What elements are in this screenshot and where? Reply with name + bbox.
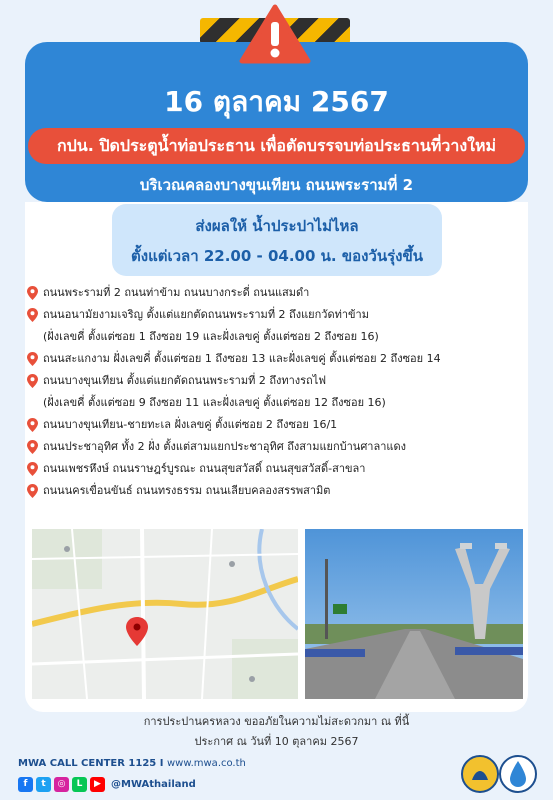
location-pin-icon <box>27 308 38 322</box>
road-text: ถนนพระรามที่ 2 ถนนท่าข้าม ถนนบางกระดี่ ถนนแสมดำ <box>43 286 310 299</box>
road-text: ถนนเพชรหึงษ์ ถนนราษฎร์บูรณะ ถนนสุขสวัสดิ์ ถนนสุขสวัสดิ์-สาขลา <box>43 462 366 475</box>
effect-line-1: ส่งผลให้ น้ำประปาไม่ไหล <box>195 217 359 235</box>
list-item <box>27 414 527 436</box>
road-text: ถนนบางขุนเทียน-ชายทะเล ฝั่งเลขคู่ ตั้งแต่ซอย 2 ถึงซอย 16/1 <box>43 418 338 431</box>
affected-roads-list <box>27 282 527 502</box>
road-text: ถนนประชาอุทิศ ทั้ง 2 ฝั่ง ตั้งแต่สามแยกประชาอุทิศ ถึงสามแยกบ้านศาลาแดง <box>43 440 406 453</box>
warning-icon <box>239 4 311 64</box>
location-pin-icon <box>27 286 38 300</box>
road-text: ถนนบางขุนเทียน ตั้งแต่แยกตัดถนนพระรามที่ 2 ถึงทางรถไฟ <box>43 374 327 387</box>
effect-line-2: ตั้งแต่เวลา 22.00 - 04.00 น. ของวันรุ่งขึ้น <box>131 247 423 265</box>
list-item <box>27 370 527 414</box>
location-pin-icon <box>27 462 38 476</box>
affected-area: บริเวณคลองบางขุนเทียน ถนนพระรามที่ 2 <box>139 176 414 194</box>
road-text: ถนนสะแกงาม ฝั่งเลขคี่ ตั้งแต่ซอย 1 ถึงซอย 13 และฝั่งเลขคู่ ตั้งแต่ซอย 2 ถึงซอย 14 <box>43 352 441 365</box>
headline-banner: กปน. ปิดประตูน้ำท่อประธาน เพื่อตัดบรรจบท่อประธานที่วางใหม่ <box>28 128 525 164</box>
location-pin-icon <box>27 352 38 366</box>
list-item <box>27 304 527 348</box>
location-pin-icon <box>27 440 38 454</box>
organization-logos <box>460 752 540 796</box>
road-text: ถนนนครเขื่อนขันธ์ ถนนทรงธรรม ถนนเลียบคลองสรรพสามิต <box>43 484 331 497</box>
social-links <box>18 775 196 793</box>
location-map <box>32 529 298 699</box>
announcement-date-text: ประกาศ ณ วันที่ 10 ตุลาคม 2567 <box>194 735 359 748</box>
road-subtext: (ฝั่งเลขคี่ ตั้งแต่ซอย 1 ถึงซอย 19 และฝั่งเลขคู่ ตั้งแต่ซอย 2 ถึงซอย 16) <box>43 330 379 343</box>
facebook-icon[interactable]: f <box>18 777 33 792</box>
list-item <box>27 480 527 502</box>
announcement-date: 16 ตุลาคม 2567 <box>164 85 389 118</box>
road-subtext: (ฝั่งเลขคี่ ตั้งแต่ซอย 9 ถึงซอย 11 และฝั่งเลขคู่ ตั้งแต่ซอย 12 ถึงซอย 16) <box>43 396 386 409</box>
instagram-icon[interactable]: ◎ <box>54 777 69 792</box>
list-item <box>27 436 527 458</box>
location-pin-icon <box>27 374 38 388</box>
website-link[interactable]: www.mwa.co.th <box>166 758 246 769</box>
road-text: ถนนอนามัยงามเจริญ ตั้งแต่แยกตัดถนนพระรามที่ 2 ถึงแยกวัดท่าข้าม <box>43 308 369 321</box>
list-item <box>27 348 527 370</box>
line-icon[interactable]: L <box>72 777 87 792</box>
location-pin-icon <box>27 484 38 498</box>
list-item <box>27 458 527 480</box>
location-pin-icon <box>27 418 38 432</box>
call-center: MWA CALL CENTER 1125 <box>18 758 157 769</box>
contact-line <box>18 758 246 769</box>
list-item <box>27 282 527 304</box>
site-photo <box>305 529 523 699</box>
separator: I <box>159 758 164 769</box>
apology-text: การประปานครหลวง ขออภัยในความไม่สะดวกมา ณ ที่นี้ <box>143 715 410 728</box>
twitter-icon[interactable]: t <box>36 777 51 792</box>
social-handle[interactable]: @MWAthailand <box>111 778 196 790</box>
effect-box <box>112 204 442 276</box>
youtube-icon[interactable]: ▶ <box>90 777 105 792</box>
